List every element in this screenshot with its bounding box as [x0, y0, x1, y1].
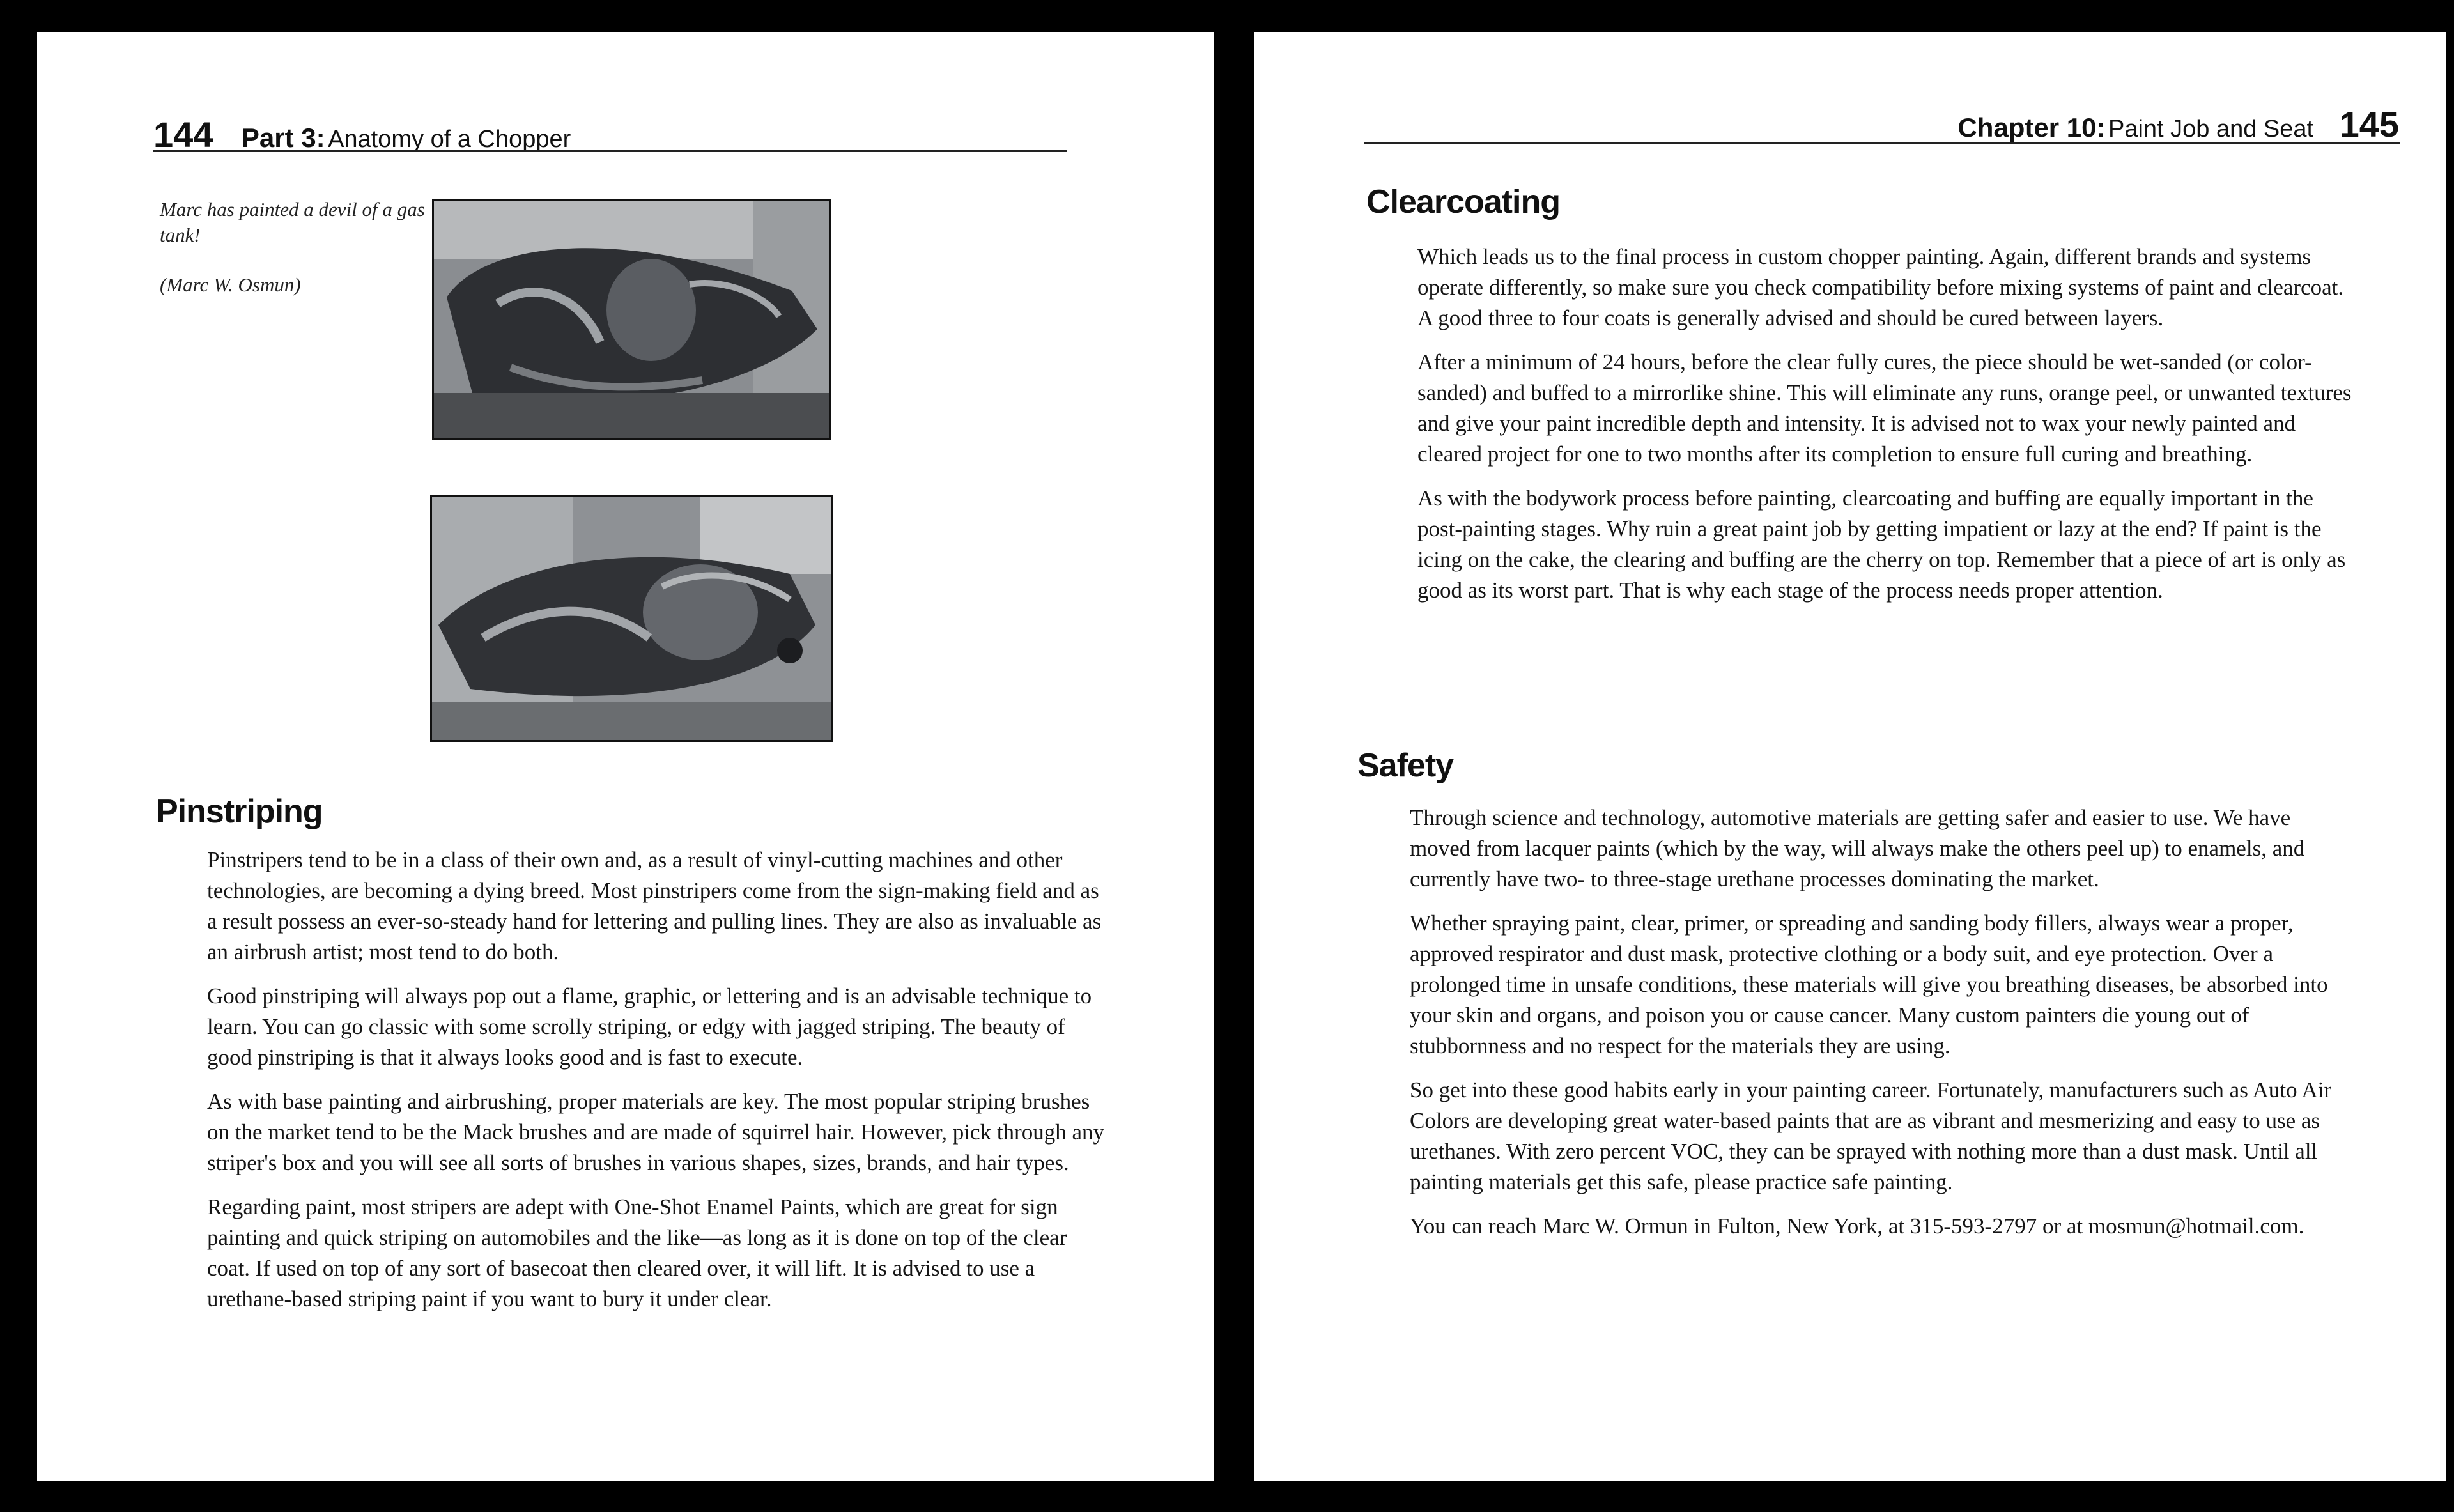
paragraph: You can reach Marc W. Ormun in Fulton, New York, at 315-593-2797 or at mosmun@hotmail.com. — [1410, 1214, 2304, 1238]
paragraph: Good pinstriping will always pop out a flame, graphic, or lettering and is an advisable technique to learn. You can go classic with some scrolly striping, or edgy with jagged striping. The beauty of good pinstriping is that it always looks good and is fast to execute. — [207, 984, 1092, 1070]
paragraph: Which leads us to the final process in custom chopper painting. Again, different brands and systems operate differently, so make sure you check compatibility before mixing systems of paint and clearcoat. A good three to four coats is generally advised and should be cured between layers. — [1417, 244, 2344, 330]
gas-tank-photo-1 — [432, 199, 831, 440]
paragraph: As with the bodywork process before painting, clearcoating and buffing are equally important in the post-painting stages. Why ruin a great paint job by getting impatient or lazy at the end? If paint is the icing on the cake, the clearing and buffing are the cherry on top. Remember that a piece of art is only as good as its worst part. That is why each stage of the process needs proper attention. — [1417, 486, 2346, 603]
part-label: Part 3: — [241, 123, 325, 153]
figure-caption — [160, 197, 428, 298]
caption-credit: (Marc W. Osmun) — [160, 274, 301, 296]
left-page — [37, 32, 1214, 1481]
header-rule — [1364, 142, 2400, 144]
caption-text: Marc has painted a devil of a gas tank! — [160, 198, 425, 246]
left-page-header — [153, 114, 571, 155]
right-page — [1254, 32, 2446, 1481]
section-heading-clearcoating: Clearcoating — [1366, 183, 1560, 220]
section-heading-safety: Safety — [1357, 747, 1454, 784]
paragraph: As with base painting and airbrushing, proper materials are key. The most popular striping brushes on the market tend to be the Mack brushes and are made of squirrel hair. However, pick through any striper's box and you will see all sorts of brushes in various shapes, sizes, brands, and hair types. — [207, 1089, 1104, 1175]
safety-body — [1410, 803, 2356, 1255]
paragraph: Regarding paint, most stripers are adept with One-Shot Enamel Paints, which are great for sign painting and quick striping on automobiles and the like—as long as it is done on top of the clear coat. If used on top of any sort of basecoat then cleared over, it will lift. It is advised to use a urethane-based striping paint if you want to bury it under clear. — [207, 1194, 1067, 1311]
pinstriping-body — [207, 845, 1108, 1328]
gas-tank-photo-2 — [430, 495, 833, 742]
section-heading-pinstriping: Pinstriping — [156, 793, 323, 830]
paragraph: Pinstripers tend to be in a class of their own and, as a result of vinyl-cutting machines and other technologies, are becoming a dying breed. Most pinstripers come from the sign-making field and as a result possess an ever-so-steady hand for lettering and pulling lines. They are also as invaluable as an airbrush artist; most tend to do both. — [207, 847, 1102, 964]
header-rule — [153, 150, 1067, 152]
chapter-title: Paint Job and Seat — [2108, 116, 2314, 143]
paragraph: So get into these good habits early in your painting career. Fortunately, manufacturers such as Auto Air Colors are developing great water-based paints that are as vibrant and mesmerizing and easy to use as urethanes. With zero percent VOC, they can be sprayed with nothing more than a dust mask. Until all painting materials get this safe, please practice safe painting. — [1410, 1077, 2332, 1194]
paragraph: After a minimum of 24 hours, before the clear fully cures, the piece should be wet-sanded (or color-sanded) and buffed to a mirrorlike shine. This will eliminate any runs, orange peel, or unwanted textures and give your paint incredible depth and intensity. It is advised not to wax your newly painted and cleared project for one to two months after its completion to ensure full curing and breathing. — [1417, 350, 2352, 467]
page-number: 144 — [153, 114, 213, 155]
paragraph: Through science and technology, automotive materials are getting safer and easier to use. We have moved from lacquer paints (which by the way, will always make the others peel up) to enamels, and currently have two- to three-stage urethane processes dominating the market. — [1410, 805, 2305, 891]
page-number: 145 — [2339, 104, 2399, 144]
clearcoating-body — [1417, 242, 2357, 619]
chapter-label: Chapter 10: — [1957, 112, 2106, 143]
part-title: Anatomy of a Chopper — [328, 126, 571, 153]
right-page-header — [1957, 104, 2399, 145]
paragraph: Whether spraying paint, clear, primer, or spreading and sanding body fillers, always wear a proper, approved respirator and dust mask, protective clothing or a body suit, and eye protection. Over a prolonged time in unsafe conditions, these materials will give you breathing diseases, be absorbed into your skin and organs, and poison you or cause cancer. Many custom painters die young out of stubbornness and no respect for the materials they are using. — [1410, 911, 2328, 1058]
